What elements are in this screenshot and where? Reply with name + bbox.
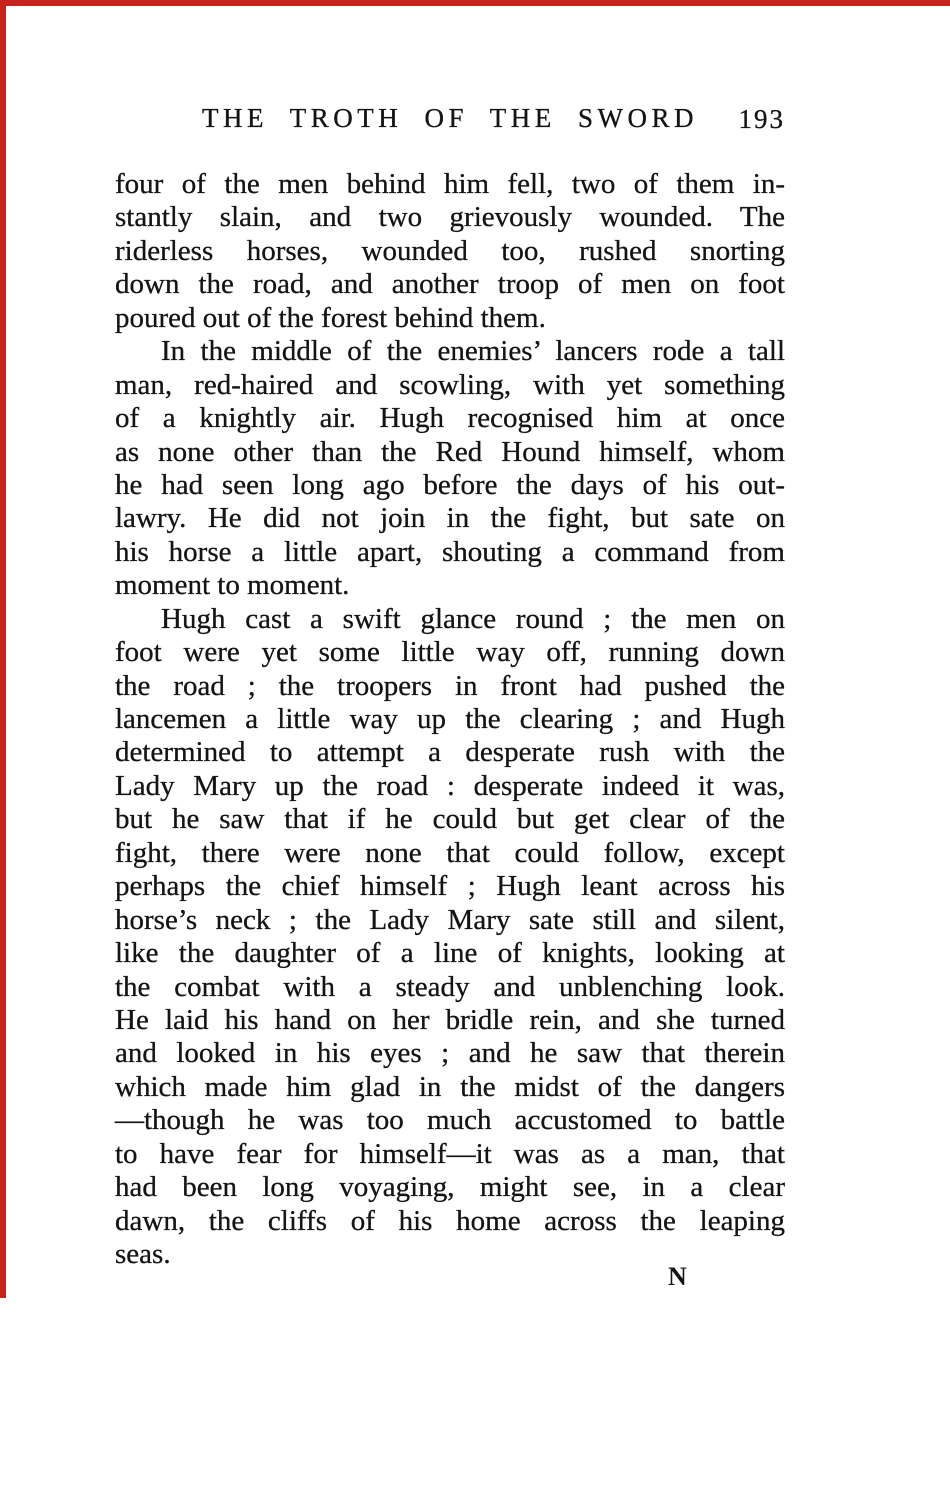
scan-edge-left (0, 0, 6, 1298)
body-line: down the road, and another troop of men on foot (115, 268, 785, 301)
body-line: he had seen long ago before the days of his out- (115, 468, 785, 501)
page-number: 193 (738, 104, 785, 134)
body-line: and looked in his eyes ; and he saw that therein (115, 1037, 785, 1070)
body-line: like the daughter of a line of knights, looking at (115, 937, 785, 970)
body-line: riderless horses, wounded too, rushed snorting (115, 234, 785, 267)
body-line: foot were yet some little way off, running down (115, 636, 785, 669)
body-line: Hugh cast a swift glance round ; the men on (161, 602, 785, 635)
body-line: horse’s neck ; the Lady Mary sate still and silent, (115, 903, 785, 936)
body-line: but he saw that if he could but get clear of the (115, 803, 785, 836)
body-line: determined to attempt a desperate rush with the (115, 736, 785, 769)
body-line: his horse a little apart, shouting a command from (115, 535, 785, 568)
body-line: stantly slain, and two grievously wounded. The (115, 201, 785, 234)
body-line: man, red-haired and scowling, with yet something (115, 368, 785, 401)
scan-edge-top (0, 0, 950, 6)
body-line: dawn, the cliffs of his home across the leaping (115, 1204, 785, 1237)
body-line: lawry. He did not join in the fight, but sate on (115, 502, 785, 535)
body-line: moment to moment. (115, 569, 350, 602)
body-line: He laid his hand on her bridle rein, and she turned (115, 1003, 785, 1036)
body-line: lancemen a little way up the clearing ; and Hugh (115, 703, 785, 735)
body-text (115, 168, 785, 1271)
running-header-title: THE TROTH OF THE SWORD (201, 103, 698, 133)
body-line: the combat with a steady and unblenching look. (115, 970, 785, 1003)
body-line: —though he was too much accustomed to battle (115, 1104, 785, 1137)
printer-signature-mark: N (668, 1262, 688, 1291)
body-line: poured out of the forest behind them. (115, 301, 546, 334)
body-line: had been long voyaging, might see, in a clear (115, 1171, 785, 1204)
body-line: the road ; the troopers in front had pushed the (115, 669, 785, 702)
body-line: In the middle of the enemies’ lancers rode a tall (161, 335, 785, 368)
body-line: fight, there were none that could follow, except (115, 836, 785, 869)
running-header (115, 103, 785, 143)
body-line: four of the men behind him fell, two of them in- (115, 168, 785, 200)
body-line: as none other than the Red Hound himself, whom (115, 435, 785, 468)
body-line: of a knightly air. Hugh recognised him at once (115, 402, 785, 435)
body-line: perhaps the chief himself ; Hugh leant across his (115, 870, 785, 903)
body-line: seas. (115, 1238, 171, 1270)
body-line: Lady Mary up the road : desperate indeed it was, (115, 769, 785, 802)
body-line: which made him glad in the midst of the dangers (115, 1070, 785, 1103)
body-line: to have fear for himself—it was as a man, that (115, 1137, 785, 1170)
